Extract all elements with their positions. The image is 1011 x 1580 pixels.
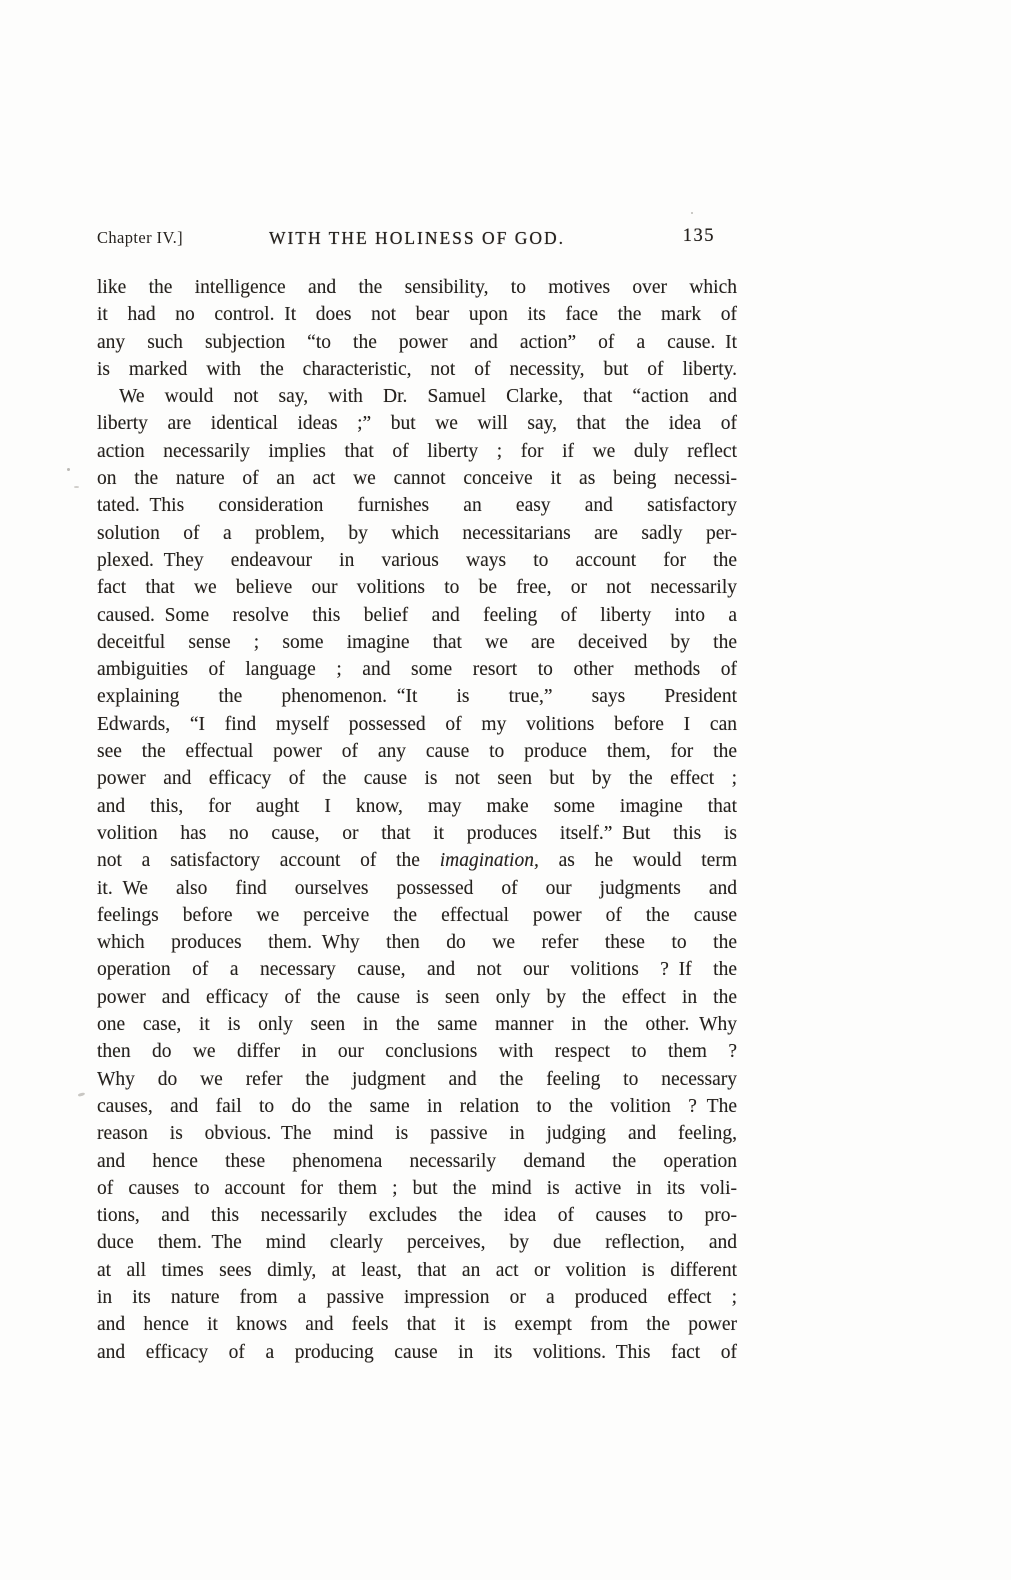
text-line: volition has no cause, or that it produces itself.” But this is	[97, 822, 737, 844]
text-line: is marked with the characteristic, not of necessity, but of liberty.	[97, 358, 737, 380]
scan-speck	[67, 468, 70, 471]
text-line: causes, and fail to do the same in relation to the volition ? The	[97, 1095, 737, 1117]
text-line: action necessarily implies that of liberty ; for if we duly reflect	[97, 440, 737, 462]
text-line: power and efficacy of the cause is seen only by the effect in the	[97, 986, 737, 1008]
text-line: one case, it is only seen in the same manner in the other. Why	[97, 1014, 737, 1036]
text-line: it. We also find ourselves possessed of our judgments and	[97, 877, 737, 899]
text-line: tions, and this necessarily excludes the idea of causes to pro-	[97, 1205, 737, 1227]
text-line: of causes to account for them ; but the mind is active in its voli-	[97, 1177, 737, 1199]
text-line: which produces them. Why then do we refer these to the	[97, 932, 737, 954]
text-line: We would not say, with Dr. Samuel Clarke, that “action and	[119, 386, 737, 408]
text-line: it had no control. It does not bear upon its face the mark of	[97, 304, 737, 326]
text-line: caused. Some resolve this belief and feeling of liberty into a	[97, 604, 737, 626]
text-line: reason is obvious. The mind is passive in judging and feeling,	[97, 1123, 737, 1145]
text-line: explaining the phenomenon. “It is true,” says President	[97, 686, 737, 708]
text-line: and efficacy of a producing cause in its volitions. This fact of	[97, 1341, 737, 1363]
text-line: fact that we believe our volitions to be free, or not necessarily	[97, 577, 737, 599]
text-line: and this, for aught I know, may make some imagine that	[97, 795, 737, 817]
text-line: then do we differ in our conclusions with respect to them ?	[97, 1041, 737, 1063]
text-line: Why do we refer the judgment and the feeling to necessary	[97, 1068, 737, 1090]
chapter-label: Chapter IV.]	[97, 228, 184, 247]
text-line: at all times sees dimly, at least, that an act or volition is different	[97, 1259, 737, 1281]
text-line: see the effectual power of any cause to produce them, for the	[97, 741, 737, 763]
text-line: liberty are identical ideas ;” but we will say, that the idea of	[97, 413, 737, 435]
page-header	[97, 226, 737, 250]
text-line: plexed. They endeavour in various ways to account for the	[97, 549, 737, 571]
text-line: deceitful sense ; some imagine that we are deceived by the	[97, 631, 737, 653]
text-line: feelings before we perceive the effectual power of the cause	[97, 904, 737, 926]
text-line: and hence it knows and feels that it is exempt from the power	[97, 1314, 737, 1336]
text-line: ambiguities of language ; and some resort to other methods of	[97, 659, 737, 681]
text-line: operation of a necessary cause, and not our volitions ? If the	[97, 959, 737, 981]
text-line: on the nature of an act we cannot conceive it as being necessi-	[97, 468, 737, 490]
paragraph	[97, 383, 737, 1366]
page-content	[97, 226, 737, 1366]
page-body	[97, 274, 737, 1366]
page-number: 135	[682, 226, 715, 246]
text-line: like the intelligence and the sensibility, to motives over which	[97, 277, 737, 298]
text-line: not a satisfactory account of the imagination, as he would term	[97, 850, 738, 872]
scan-speck	[78, 1092, 86, 1097]
paragraph	[97, 274, 737, 383]
running-title: WITH THE HOLINESS OF GOD.	[268, 228, 566, 248]
text-line: Edwards, “I find myself possessed of my volitions before I can	[97, 713, 737, 735]
text-line: in its nature from a passive impression or a produced effect ;	[97, 1286, 737, 1308]
text-line: and hence these phenomena necessarily demand the operation	[97, 1150, 737, 1172]
text-line: power and efficacy of the cause is not seen but by the effect ;	[97, 768, 737, 790]
scan-speck	[691, 212, 693, 214]
scan-speck	[74, 486, 79, 488]
text-line: duce them. The mind clearly perceives, by due reflection, and	[97, 1232, 737, 1254]
text-line: any such subjection “to the power and action” of a cause. It	[97, 331, 737, 353]
text-line: tated. This consideration furnishes an easy and satisfactory	[97, 495, 737, 517]
text-line: solution of a problem, by which necessitarians are sadly per-	[97, 522, 737, 544]
